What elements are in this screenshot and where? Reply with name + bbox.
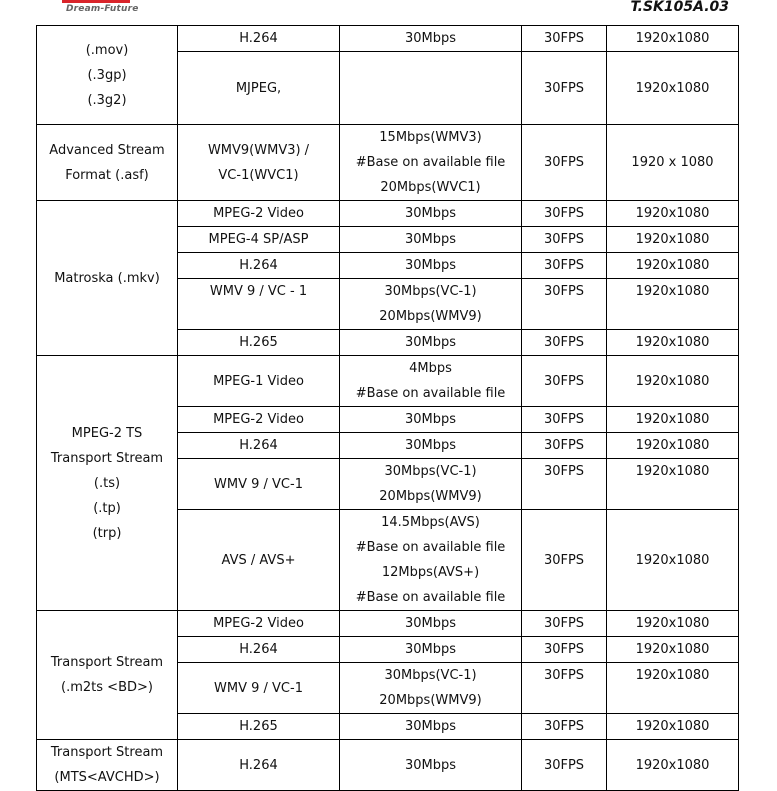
container-label: Transport Stream xyxy=(50,655,164,670)
codec-cell: H.265 xyxy=(178,330,340,356)
codec-cell xyxy=(178,125,340,201)
bitrate-cell xyxy=(340,52,522,125)
framerate-cell: 30FPS xyxy=(522,330,607,356)
framerate-cell: 30FPS xyxy=(522,52,607,125)
resolution-cell: 1920x1080 xyxy=(607,356,739,407)
resolution-cell: 1920x1080 xyxy=(607,279,739,330)
bitrate-cell: 30Mbps xyxy=(340,26,522,52)
framerate-cell: 30FPS xyxy=(522,611,607,637)
bitrate-label: 20Mbps(WMV9) xyxy=(379,309,482,324)
codec-spec-table xyxy=(36,25,739,791)
container-label: (.m2ts <BD>) xyxy=(61,680,153,695)
resolution-cell: 1920 x 1080 xyxy=(607,125,739,201)
bitrate-label: 30Mbps(VC-1) xyxy=(384,464,477,479)
container-label: (.tp) xyxy=(93,500,121,516)
framerate-cell: 30FPS xyxy=(522,227,607,253)
framerate-cell: 30FPS xyxy=(522,637,607,663)
bitrate-note: #Base on available file xyxy=(355,155,506,170)
container-label: Transport Stream xyxy=(50,450,164,466)
container-label: (.ts) xyxy=(93,475,121,491)
container-label: Advanced Stream xyxy=(49,142,165,158)
page-header xyxy=(0,0,777,22)
codec-cell: MJPEG, xyxy=(178,52,340,125)
resolution-cell: 1920x1080 xyxy=(607,227,739,253)
codec-cell: MPEG-1 Video xyxy=(178,356,340,407)
container-label: Transport Stream xyxy=(50,745,164,760)
resolution-cell: 1920x1080 xyxy=(607,459,739,510)
container-label: MPEG-2 TS xyxy=(71,425,143,441)
resolution-cell: 1920x1080 xyxy=(607,714,739,740)
bitrate-cell xyxy=(340,356,522,407)
framerate-cell: 30FPS xyxy=(522,356,607,407)
codec-cell: WMV 9 / VC-1 xyxy=(178,459,340,510)
resolution-cell: 1920x1080 xyxy=(607,253,739,279)
framerate-cell: 30FPS xyxy=(522,714,607,740)
bitrate-cell xyxy=(340,279,522,330)
bitrate-cell: 30Mbps xyxy=(340,201,522,227)
table-row xyxy=(37,125,739,201)
framerate-cell: 30FPS xyxy=(522,201,607,227)
container-cell xyxy=(37,125,178,201)
bitrate-note: #Base on available file xyxy=(355,590,506,605)
framerate-cell: 30FPS xyxy=(522,459,607,510)
container-label: (.3g2) xyxy=(87,92,127,108)
resolution-cell: 1920x1080 xyxy=(607,740,739,791)
bitrate-cell: 30Mbps xyxy=(340,433,522,459)
table-row xyxy=(37,740,739,791)
bitrate-cell: 30Mbps xyxy=(340,611,522,637)
codec-cell: H.264 xyxy=(178,740,340,791)
table-row xyxy=(37,611,739,637)
framerate-cell: 30FPS xyxy=(522,253,607,279)
resolution-cell: 1920x1080 xyxy=(607,201,739,227)
codec-cell: H.264 xyxy=(178,433,340,459)
container-cell: Matroska (.mkv) xyxy=(37,201,178,356)
bitrate-cell xyxy=(340,459,522,510)
codec-cell: WMV 9 / VC-1 xyxy=(178,663,340,714)
bitrate-label: 14.5Mbps(AVS) xyxy=(381,515,480,530)
framerate-cell: 30FPS xyxy=(522,125,607,201)
container-cell xyxy=(37,356,178,611)
bitrate-cell: 30Mbps xyxy=(340,637,522,663)
codec-cell: MPEG-2 Video xyxy=(178,611,340,637)
table-row xyxy=(37,201,739,227)
codec-cell: H.264 xyxy=(178,253,340,279)
bitrate-cell: 30Mbps xyxy=(340,740,522,791)
bitrate-label: 4Mbps xyxy=(409,361,452,376)
brand-logo-bar xyxy=(62,0,130,3)
framerate-cell: 30FPS xyxy=(522,510,607,611)
container-label: (MTS<AVCHD>) xyxy=(54,770,160,785)
codec-cell: AVS / AVS+ xyxy=(178,510,340,611)
framerate-cell: 30FPS xyxy=(522,740,607,791)
codec-cell: H.264 xyxy=(178,26,340,52)
resolution-cell: 1920x1080 xyxy=(607,26,739,52)
bitrate-cell: 30Mbps xyxy=(340,330,522,356)
bitrate-cell: 30Mbps xyxy=(340,227,522,253)
framerate-cell: 30FPS xyxy=(522,279,607,330)
bitrate-label: 30Mbps(VC-1) xyxy=(384,668,477,683)
container-label: Format (.asf) xyxy=(65,167,149,183)
codec-cell: WMV 9 / VC - 1 xyxy=(178,279,340,330)
framerate-cell: 30FPS xyxy=(522,663,607,714)
bitrate-label: 15Mbps(WMV3) xyxy=(379,130,482,145)
bitrate-note: #Base on available file xyxy=(355,540,506,555)
bitrate-note: #Base on available file xyxy=(355,386,506,401)
container-cell xyxy=(37,740,178,791)
codec-label: WMV9(WMV3) / xyxy=(207,142,310,158)
codec-cell: MPEG-4 SP/ASP xyxy=(178,227,340,253)
bitrate-label: 20Mbps(WMV9) xyxy=(379,693,482,708)
resolution-cell: 1920x1080 xyxy=(607,663,739,714)
framerate-cell: 30FPS xyxy=(522,407,607,433)
container-label: (.3gp) xyxy=(87,67,127,83)
codec-cell: H.264 xyxy=(178,637,340,663)
bitrate-label: 20Mbps(WMV9) xyxy=(379,489,482,504)
bitrate-cell xyxy=(340,510,522,611)
bitrate-cell: 30Mbps xyxy=(340,714,522,740)
bitrate-cell xyxy=(340,125,522,201)
container-label: (trp) xyxy=(92,525,122,541)
codec-label: VC-1(WVC1) xyxy=(218,167,299,183)
resolution-cell: 1920x1080 xyxy=(607,637,739,663)
container-cell xyxy=(37,26,178,125)
bitrate-label: 12Mbps(AVS+) xyxy=(381,565,480,580)
framerate-cell: 30FPS xyxy=(522,433,607,459)
framerate-cell: 30FPS xyxy=(522,26,607,52)
container-label: (.mov) xyxy=(85,42,129,58)
resolution-cell: 1920x1080 xyxy=(607,330,739,356)
document-number: T.SK105A.03 xyxy=(630,0,729,15)
bitrate-cell: 30Mbps xyxy=(340,253,522,279)
resolution-cell: 1920x1080 xyxy=(607,433,739,459)
bitrate-cell xyxy=(340,663,522,714)
brand-tagline: Dream-Future xyxy=(66,4,139,14)
codec-cell: MPEG-2 Video xyxy=(178,407,340,433)
resolution-cell: 1920x1080 xyxy=(607,52,739,125)
table-row xyxy=(37,356,739,407)
resolution-cell: 1920x1080 xyxy=(607,611,739,637)
container-cell xyxy=(37,611,178,740)
bitrate-label: 20Mbps(WVC1) xyxy=(380,180,481,195)
bitrate-cell: 30Mbps xyxy=(340,407,522,433)
resolution-cell: 1920x1080 xyxy=(607,510,739,611)
table-row xyxy=(37,26,739,52)
codec-cell: H.265 xyxy=(178,714,340,740)
codec-cell: MPEG-2 Video xyxy=(178,201,340,227)
resolution-cell: 1920x1080 xyxy=(607,407,739,433)
bitrate-label: 30Mbps(VC-1) xyxy=(384,284,477,299)
